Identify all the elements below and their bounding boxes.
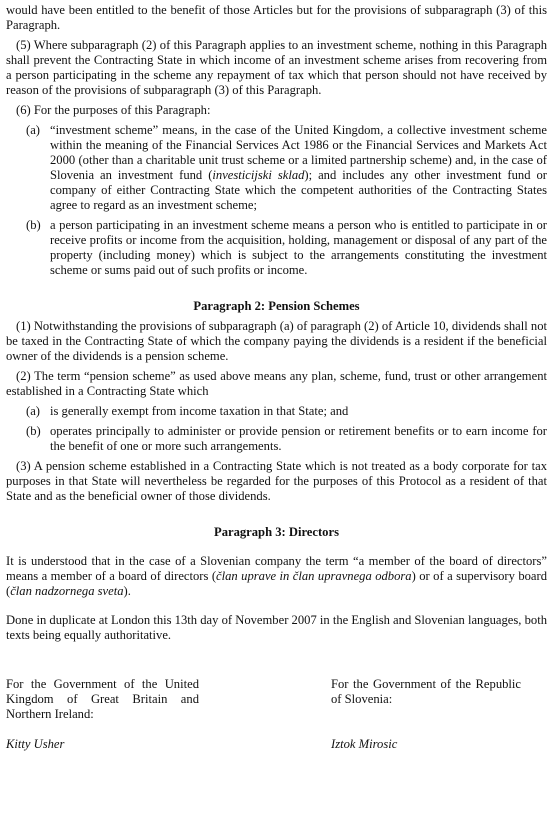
italic-term: član uprave in član upravnega odbora [216, 569, 412, 583]
paragraph-continuation: would have been entitled to the benefit of those Articles but for the provisions of subparagraph (3) of this Paragraph. [6, 3, 547, 32]
list-text-part: ); and includes any other investment fund or company of either Contracting State which the competent authorities of the Contracting States agree to regard as an investment scheme; [50, 168, 547, 212]
pension-list-item-b [6, 424, 547, 454]
heading-directors: Paragraph 3: Directors [214, 525, 339, 539]
directors-paragraph [6, 554, 547, 599]
list-item-6b [6, 218, 547, 278]
document-page [6, 3, 547, 757]
signature-right [331, 677, 521, 751]
pension-paragraph-1: (1) Notwithstanding the provisions of subparagraph (a) of paragraph (2) of Article 10, dividends shall not be taxed in the Contracting State of which the company paying the dividends is a resident if the beneficial owner of the dividends is a pension scheme. [6, 319, 547, 363]
signature-left [6, 677, 199, 751]
paragraph-5: (5) Where subparagraph (2) of this Paragraph applies to an investment scheme, nothing in this Paragraph shall prevent the Contracting State in which income of an investment scheme arises from recovering from a person participating in the scheme any repayment of tax which that person should not have received by reason of the provisions of subparagraph (3) of this Paragraph. [6, 38, 547, 97]
text-part: ) or of a supervisory board ( [6, 569, 547, 598]
done-in-duplicate: Done in duplicate at London this 13th day of November 2007 in the English and Slovenian languages, both texts being equally authoritative. [6, 613, 547, 642]
paragraph-6-intro: (6) For the purposes of this Paragraph: [16, 103, 211, 117]
list-label: (a) [26, 123, 40, 137]
signatory-government: For the Government of the Republic of Slovenia: [331, 677, 521, 706]
text-part: It is understood that in the case of a Slovenian company the term “a member of the board of directors” means a member of a board of directors ( [6, 554, 547, 583]
list-text: is generally exempt from income taxation in that State; and [50, 404, 349, 418]
pension-paragraph-2: (2) The term “pension scheme” as used above means any plan, scheme, fund, trust or other arrangement established in a Contracting State which [6, 369, 547, 398]
list-item-6a [6, 123, 547, 213]
list-text-part: “investment scheme” means, in the case of the United Kingdom, a collective investment scheme within the meaning of the Financial Services Act 1986 or the Financial Services and Markets Act 2000 (other than a charitable unit trust scheme or a limited partnership scheme) and, in the case of Slovenia an investment fund ( [50, 123, 547, 182]
text-part: ). [123, 584, 131, 598]
signatory-name: Kitty Usher [6, 737, 65, 751]
heading-pension-schemes: Paragraph 2: Pension Schemes [193, 299, 360, 313]
italic-term: član nadzornega sveta [10, 584, 124, 598]
list-text: operates principally to administer or provide pension or retirement benefits or to earn income for the benefit of one or more such arrangements. [50, 424, 547, 453]
list-label: (b) [26, 424, 41, 438]
signatory-name: Iztok Mirosic [331, 737, 398, 751]
signatory-government: For the Government of the United Kingdom of Great Britain and Northern Ireland: [6, 677, 199, 721]
list-label: (a) [26, 404, 40, 418]
pension-list-item-a [6, 404, 547, 419]
italic-term: investicijski sklad [212, 168, 305, 182]
list-label: (b) [26, 218, 41, 232]
list-text: a person participating in an investment scheme means a person who is entitled to participate in or receive profits or income from the acquisition, holding, management or disposal of any part of the property (including money) which is subject to the arrangements constituting the investment scheme or sums paid out of such profits or income. [50, 218, 547, 277]
signature-block [6, 677, 547, 757]
pension-paragraph-3: (3) A pension scheme established in a Contracting State which is not treated as a body corporate for tax purposes in that State will nevertheless be regarded for the purposes of this Protocol as a resident of that State and as the beneficial owner of those dividends. [6, 459, 547, 503]
